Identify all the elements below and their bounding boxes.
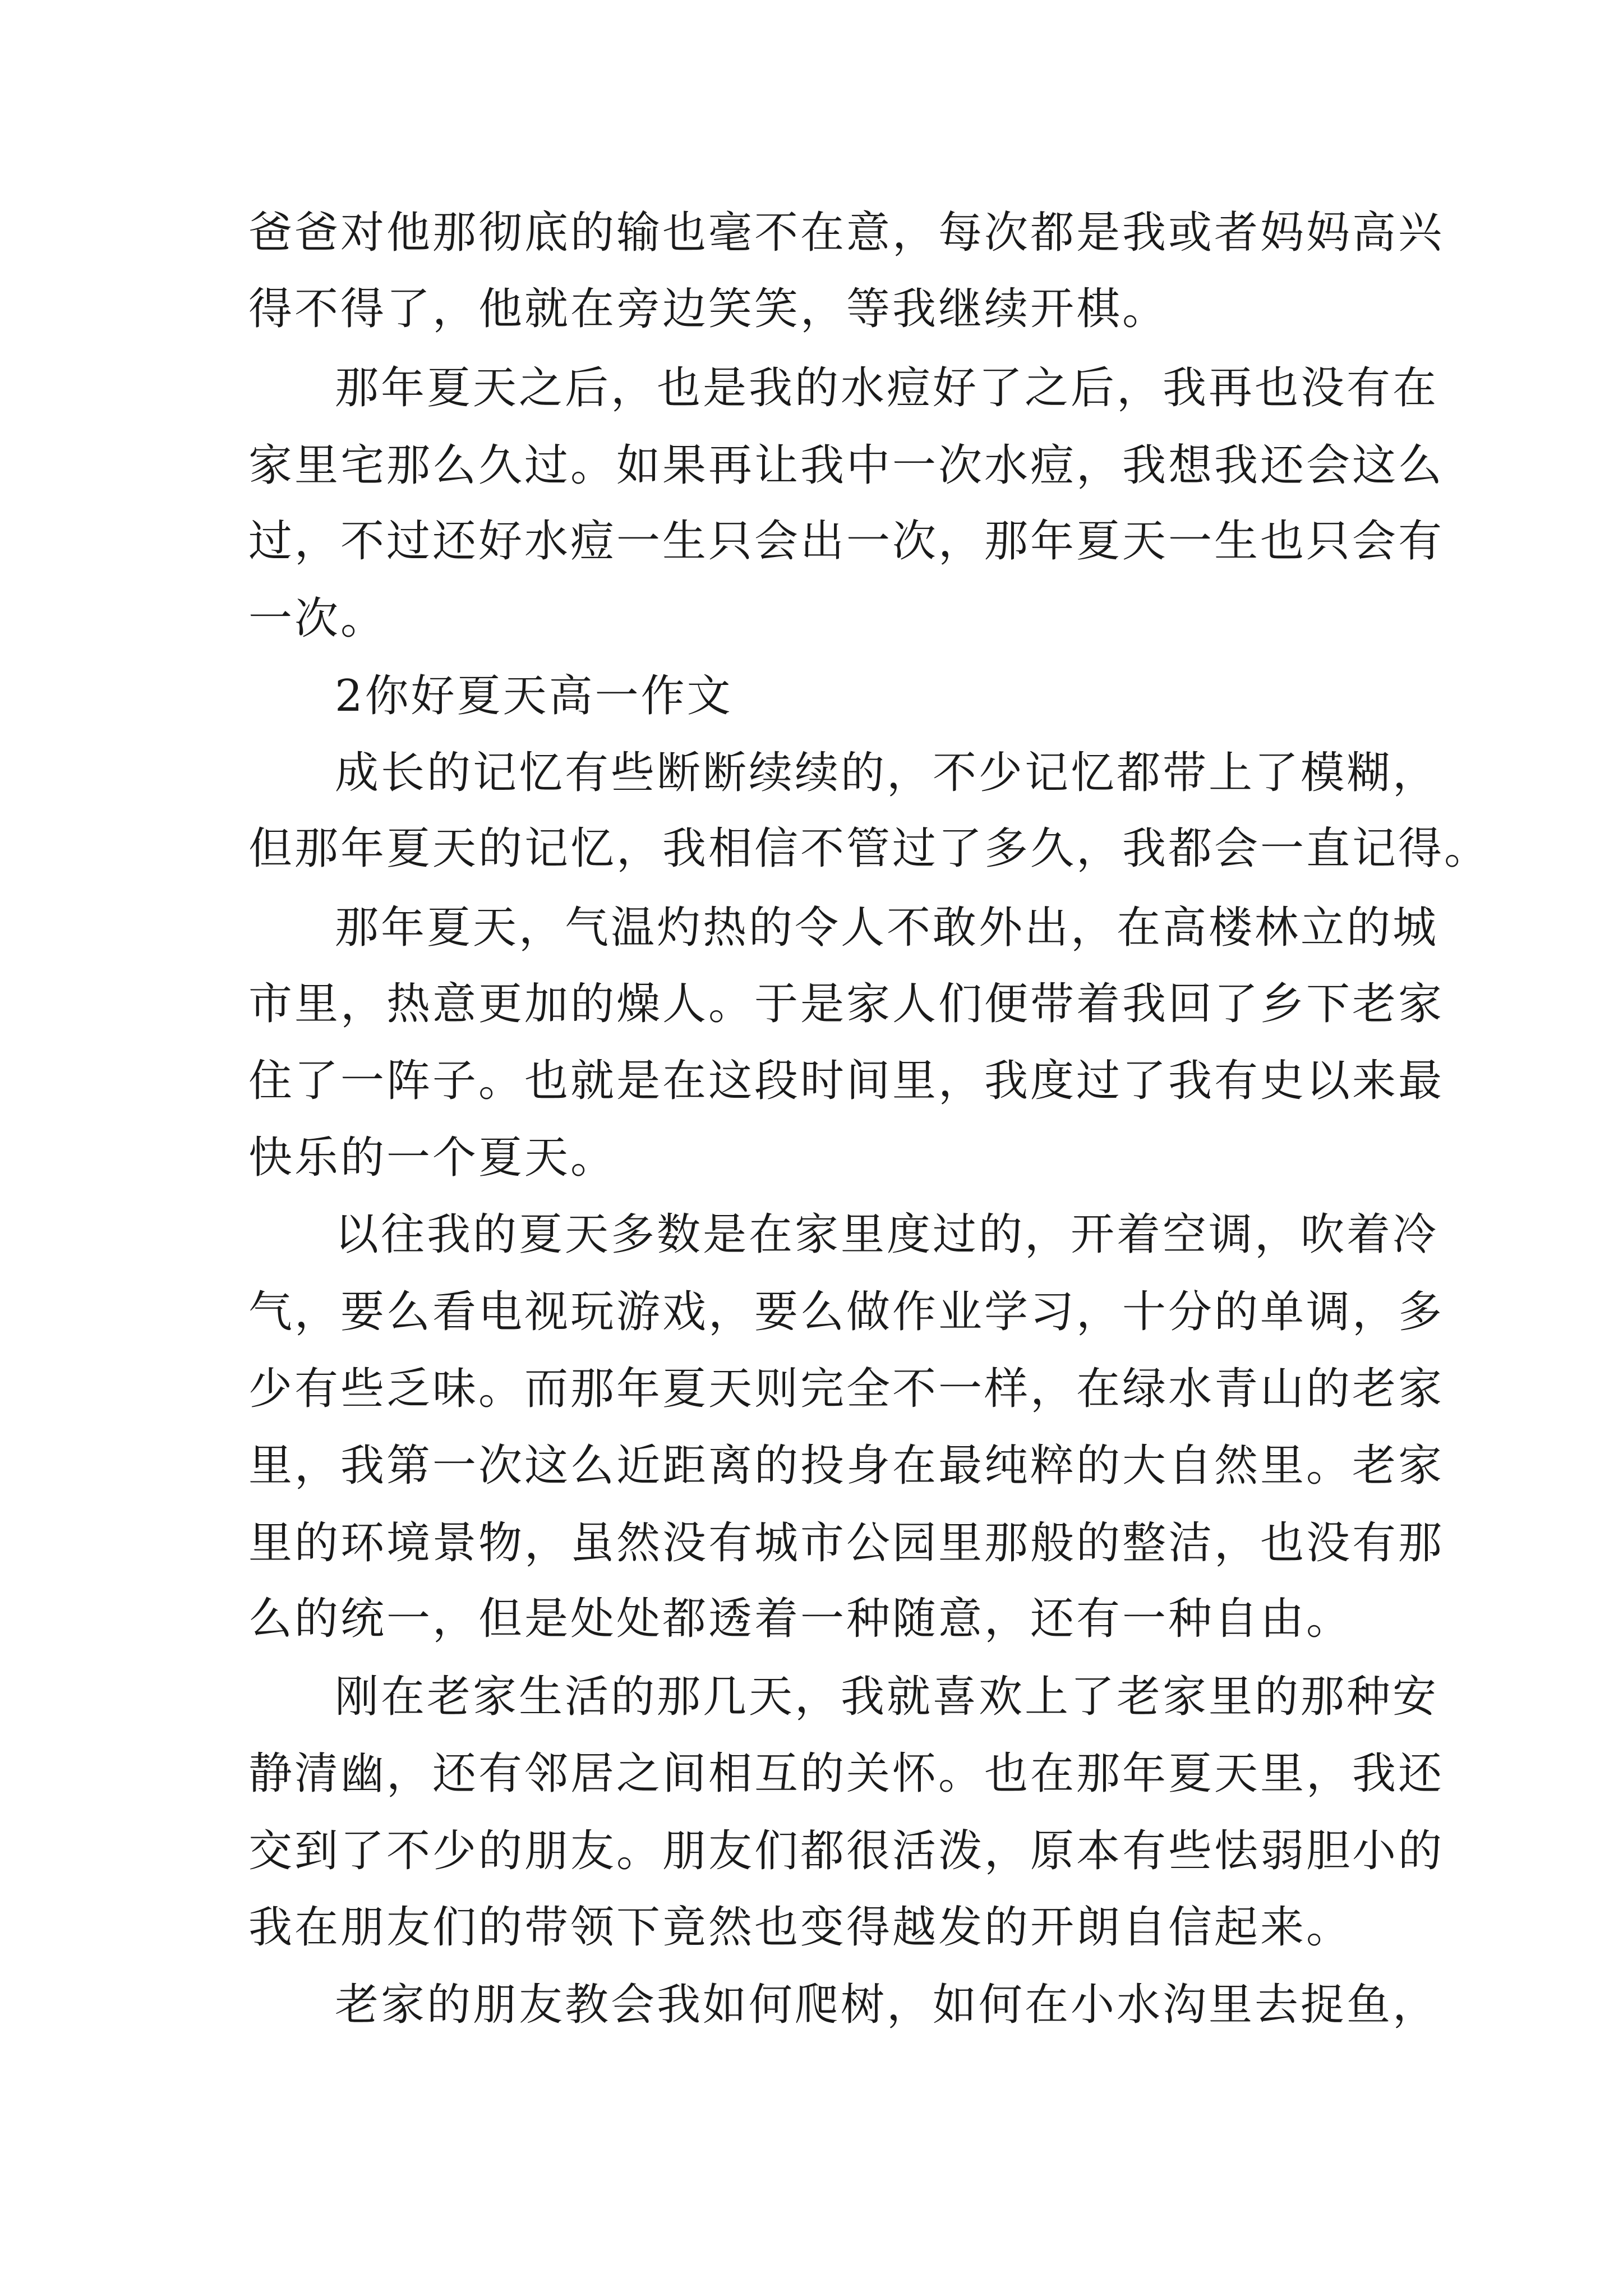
text-line: 刚在老家生活的那几天，我就喜欢上了老家里的那种安 — [335, 1672, 1439, 1722]
text-line: 我在朋友们的带领下竟然也变得越发的开朗自信起来。 — [248, 1902, 1353, 1953]
text-line: 老家的朋友教会我如何爬树，如何在小水沟里去捉鱼， — [335, 1980, 1439, 2030]
text-line: 市里，热意更加的燥人。于是家人们便带着我回了乡下老家 — [248, 979, 1445, 1029]
text-line: 么的统一，但是处处都透着一种随意，还有一种自由。 — [248, 1594, 1353, 1644]
text-line: 少有些乏味。而那年夏天则完全不一样，在绿水青山的老家 — [248, 1364, 1445, 1414]
text-line: 成长的记忆有些断断续续的，不少记忆都带上了模糊， — [335, 748, 1439, 798]
text-line: 爸爸对他那彻底的输也毫不在意，每次都是我或者妈妈高兴 — [248, 208, 1445, 258]
text-line: 住了一阵子。也就是在这段时间里，我度过了我有史以来最 — [248, 1056, 1445, 1106]
text-line: 以往我的夏天多数是在家里度过的，开着空调，吹着冷 — [335, 1209, 1439, 1260]
text-line: 但那年夏天的记忆，我相信不管过了多久，我都会一直记得。 — [248, 823, 1491, 874]
text-line: 气，要么看电视玩游戏，要么做作业学习，十分的单调，多 — [248, 1287, 1445, 1337]
section-heading: 2你好夏天高一作文 — [335, 671, 733, 721]
text-line: 过，不过还好水痘一生只会出一次，那年夏天一生也只会有 — [248, 516, 1445, 567]
text-line: 里，我第一次这么近距离的投身在最纯粹的大自然里。老家 — [248, 1441, 1445, 1491]
text-line: 交到了不少的朋友。朋友们都很活泼，原本有些怯弱胆小的 — [248, 1826, 1445, 1876]
text-line: 静清幽，还有邻居之间相互的关怀。也在那年夏天里，我还 — [248, 1749, 1445, 1799]
text-line: 那年夏天，气温灼热的令人不敢外出，在高楼林立的城 — [335, 903, 1439, 953]
text-line: 一次。 — [248, 593, 387, 644]
text-line: 那年夏天之后，也是我的水痘好了之后，我再也没有在 — [335, 363, 1439, 413]
text-line: 家里宅那么久过。如果再让我中一次水痘，我想我还会这么 — [248, 440, 1445, 491]
text-line: 快乐的一个夏天。 — [248, 1133, 617, 1183]
text-line: 里的环境景物，虽然没有城市公园里那般的整洁，也没有那 — [248, 1518, 1445, 1568]
text-line: 得不得了，他就在旁边笑笑，等我继续开棋。 — [248, 284, 1169, 334]
